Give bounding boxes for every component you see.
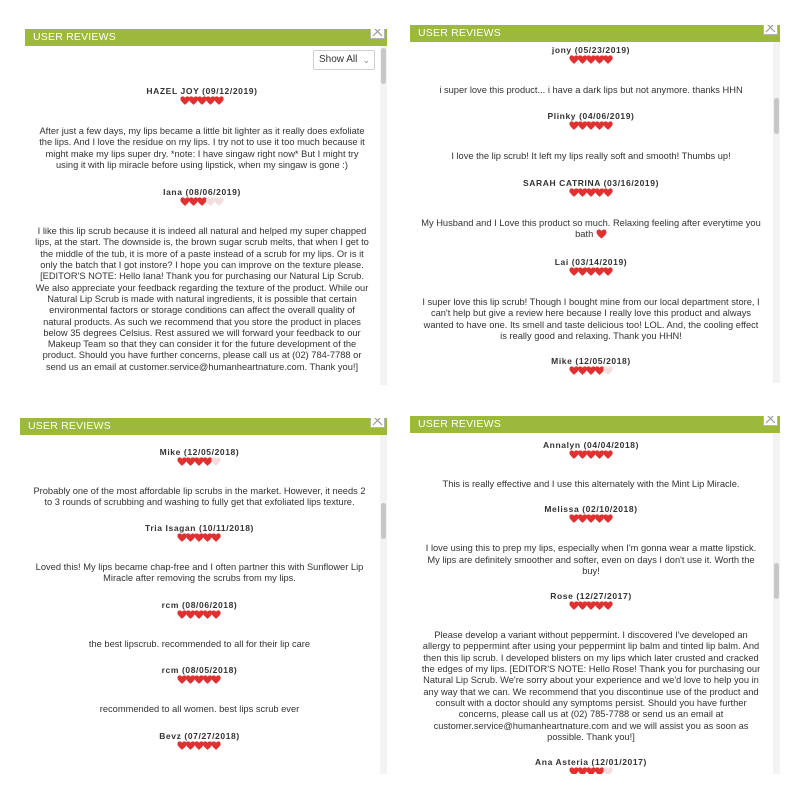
review-text (420, 218, 762, 243)
review-text: I love using this to prep my lips, especially when I'm gonna wear a matte lipstick. My lips are definitely smoother and softer, even on days I don't use it. Worth the buy! (425, 543, 757, 576)
heart-filled-icon (603, 122, 612, 130)
review-item (410, 504, 772, 577)
reviewer-name: Annalyn (04/04/2018) (542, 440, 640, 450)
heart-filled-icon (186, 457, 195, 465)
heart-filled-icon (578, 515, 587, 523)
panel-title: USER REVIEWS (418, 27, 501, 39)
rating-hearts-svg (569, 450, 614, 460)
heart-filled-icon (586, 188, 595, 196)
review-text: I like this lip scrub because it is indeed all natural and helped my super chapped lips, at the start. The downside is, the brown sugar scrub melts, that when I get to the middle of the tub, it is more of a paste instead of a scrub for my lips. Or is it only the batch that I got instore? I hope you can improve on the texture please. [EDITOR'S NOTE: Hello Iana! Thank you for purchasing our Natural Lip Scrub. We also appreciate your feedback regarding the texture of the product. While our Natural Lip Scrub is made with natural ingredients, it is possible that certain environmental factors or storage conditions can affect the overall quality of natural products. As such we recommend that you store the product in places below 35 degrees Celsius. Rest assured we will forward your feedback to our Makeup Team so that they can consider it for the future development of the product. Should you have further concerns, please call us at (02) 784-7788 or send us an email at customer.service@humanheartnature.com. Thank you!] (35, 226, 369, 372)
heart-filled-icon (186, 533, 195, 541)
heart-filled-icon (595, 122, 604, 130)
reviews-panel-2 (410, 25, 780, 383)
heart-filled-icon (189, 198, 198, 206)
review-item (20, 447, 379, 509)
heart-filled-icon (586, 768, 595, 774)
heart-empty-icon (603, 768, 612, 774)
reviewer-name: rcm (08/06/2018) (161, 600, 238, 611)
heart-filled-icon (595, 515, 604, 523)
heart-filled-icon (206, 96, 215, 104)
heart-filled-icon (595, 268, 604, 276)
heart-filled-icon (603, 515, 612, 523)
reviewer-name: Rose (12/27/2017) (550, 591, 632, 602)
heart-filled-icon (197, 96, 206, 104)
heart-filled-icon (569, 268, 578, 276)
heart-empty-icon (212, 457, 221, 465)
heart-filled-icon (180, 96, 189, 104)
heart-filled-icon (586, 515, 595, 523)
scrollbar-thumb[interactable] (381, 503, 386, 539)
panel-header (25, 29, 387, 46)
reviewer-name: Melissa (02/10/2018) (544, 504, 638, 515)
panel-title: USER REVIEWS (33, 31, 116, 43)
close-icon (764, 25, 777, 34)
review-item (410, 178, 772, 243)
review-text: Loved this! My lips became chap-free and I often partner this with Sunflower Lip Miracle after removing the scrubs from my lips. (35, 561, 364, 583)
rating-hearts (420, 514, 762, 524)
rating-hearts (420, 121, 762, 131)
heart-filled-icon (578, 602, 587, 610)
panel-header (410, 416, 780, 433)
rating-hearts (35, 197, 369, 207)
review-list (410, 45, 772, 376)
review-item (20, 731, 379, 751)
heart-filled-icon (595, 450, 604, 458)
heart-filled-icon (586, 268, 595, 276)
rating-hearts (420, 601, 762, 611)
review-text: I super love this lip scrub! Though I bought mine from our local department store, I can't help but give a review here because I really love this product and always wanted to have one. Its smell and taste delicious too! LOL. And, the cooling effect is really good and relaxing. Thank you HHN! (422, 297, 760, 342)
heart-filled-icon (586, 450, 595, 458)
review-list (410, 440, 772, 774)
reviews-panel-3 (20, 418, 387, 774)
heart-filled-icon (569, 188, 578, 196)
rating-hearts (420, 366, 762, 376)
close-icon (371, 29, 384, 38)
heart-filled-icon (595, 188, 604, 196)
rating-hearts (420, 450, 762, 460)
rating-hearts (30, 741, 369, 751)
filter-selected-value: Show All (319, 54, 358, 65)
heart-filled-icon (195, 611, 204, 619)
review-item (410, 45, 772, 96)
heart-filled-icon (189, 96, 198, 104)
review-item (410, 757, 772, 774)
close-icon (371, 418, 384, 427)
heart-filled-icon (203, 533, 212, 541)
rating-hearts-svg (177, 533, 222, 543)
scrollbar[interactable] (773, 433, 780, 774)
heart-filled-icon (212, 741, 221, 749)
rating-hearts-svg (177, 741, 222, 751)
review-item (410, 591, 772, 743)
rating-hearts-svg (569, 267, 614, 277)
reviewer-name: Iana (08/06/2019) (163, 187, 241, 198)
review-list (25, 46, 379, 373)
reviewer-name: Ana Asteria (12/01/2017) (535, 757, 647, 768)
close-icon (764, 416, 777, 425)
heart-filled-icon (195, 533, 204, 541)
rating-hearts-svg (177, 610, 222, 620)
rating-hearts-svg (569, 121, 614, 131)
heart-empty-icon (603, 367, 612, 375)
close-button[interactable] (763, 25, 778, 35)
review-list (20, 447, 379, 751)
reviewer-name: Bevz (07/27/2018) (159, 730, 240, 741)
rating-hearts (30, 533, 369, 543)
heart-filled-icon (595, 768, 604, 774)
heart-filled-icon (214, 96, 223, 104)
reviewer-name: Lai (03/14/2019) (554, 257, 628, 268)
review-item (20, 665, 379, 715)
heart-filled-icon (603, 55, 612, 63)
review-item (410, 356, 772, 376)
heart-filled-icon (569, 122, 578, 130)
rating-hearts (420, 267, 762, 277)
rating-hearts (35, 96, 369, 106)
heart-filled-icon (586, 602, 595, 610)
heart-filled-icon (212, 611, 221, 619)
review-text: This is really effective and I use this alternately with the Mint Lip Miracle. (442, 479, 740, 489)
review-text: Probably one of the most affordable lip scrubs in the market. However, it needs 2 to 3 rounds of scrubbing and washing to fully get that exfoliated lips texture. (33, 486, 366, 508)
close-button[interactable] (763, 416, 778, 426)
heart-filled-icon (180, 198, 189, 206)
heart-filled-icon (595, 602, 604, 610)
heart-filled-icon (603, 602, 612, 610)
rating-hearts-svg (569, 767, 614, 774)
heart-filled-icon (578, 367, 587, 375)
rating-hearts (30, 675, 369, 685)
review-item (410, 257, 772, 342)
reviewer-name: rcm (08/05/2018) (161, 665, 238, 676)
rating-hearts (420, 55, 762, 65)
review-item (20, 523, 379, 585)
rating-hearts (30, 457, 369, 467)
heart-filled-icon (586, 55, 595, 63)
heart-filled-icon (569, 55, 578, 63)
heart-filled-icon (569, 450, 578, 458)
heart-filled-icon (586, 122, 595, 130)
heart-filled-icon (178, 457, 187, 465)
heart-filled-icon (195, 676, 204, 684)
reviews-panel-4 (410, 416, 780, 774)
heart-filled-icon (178, 533, 187, 541)
heart-filled-icon (178, 676, 187, 684)
heart-filled-icon (595, 367, 604, 375)
review-text: Please develop a variant without peppermint. I discovered I've developed an allergy to peppermint after using your peppermint lip balm and tinted lip balm. And then this lip scrub. I developed blisters on my lips which later crusted and cracked the edges of my lips. [EDITOR'S NOTE: Hello Rose! Thank you for purchasing our Natural Lip Scrub. We're sorry about your experience and we'd love to help you in any way that we can. We recommend that you discontinue use of the product and consult with a doctor should any symptoms persist. Should you have further concerns, please call us at (02) 785-7788 or send us an email at customer.service@humanheartnature.com and we will assist you as soon as possible. Thank you!] (421, 630, 761, 742)
rating-hearts (420, 188, 762, 198)
review-text: i super love this product... i have a dark lips but not anymore. thanks HHN (439, 85, 743, 95)
reviewer-name: Mike (12/05/2018) (551, 356, 631, 367)
heart-filled-icon (603, 450, 612, 458)
reviews-panel-1 (25, 29, 387, 385)
heart-filled-icon (203, 676, 212, 684)
heart-filled-icon (186, 676, 195, 684)
panel-header (20, 418, 387, 435)
heart-filled-icon (203, 457, 212, 465)
heart-filled-icon (578, 55, 587, 63)
rating-hearts-svg (569, 55, 614, 65)
review-item (25, 86, 379, 171)
heart-filled-icon (578, 450, 587, 458)
review-text: the best lipscrub. recommended to all for their lip care (88, 639, 311, 650)
rating-hearts-svg (180, 96, 225, 106)
close-button[interactable] (370, 418, 385, 428)
review-text-body: My Husband and I Love this product so much. Relaxing feeling after everytime you bath (421, 217, 761, 239)
rating-hearts-svg (569, 601, 614, 611)
scrollbar-thumb[interactable] (381, 48, 386, 84)
review-item (25, 187, 379, 373)
review-item (410, 440, 772, 490)
heart-filled-icon (595, 55, 604, 63)
rating-hearts (30, 610, 369, 620)
reviewer-name: Tria Isagan (10/11/2018) (145, 522, 254, 533)
heart-filled-icon (578, 188, 587, 196)
heart-filled-icon (569, 602, 578, 610)
rating-hearts-svg (569, 514, 614, 524)
heart-emoji-icon (596, 229, 607, 242)
rating-hearts-svg (569, 366, 614, 376)
rating-hearts-svg (180, 197, 225, 207)
reviewer-name: Mike (12/05/2018) (159, 447, 240, 457)
scrollbar[interactable] (380, 46, 387, 385)
heart-filled-icon (203, 741, 212, 749)
close-button[interactable] (370, 29, 385, 39)
heart-filled-icon (178, 611, 187, 619)
reviewer-name: SARAH CATRINA (03/16/2019) (522, 177, 660, 188)
scrollbar-thumb[interactable] (774, 563, 779, 599)
review-text: I love the lip scrub! It left my lips really soft and smooth! Thumbs up! (451, 151, 731, 162)
heart-filled-icon (569, 515, 578, 523)
filter-row (25, 46, 379, 72)
panel-title: USER REVIEWS (418, 418, 501, 430)
heart-filled-icon (195, 457, 204, 465)
reviewer-name: jony (05/23/2019) (551, 45, 631, 55)
heart-empty-icon (214, 198, 223, 206)
heart-filled-icon (578, 122, 587, 130)
rating-hearts-svg (569, 188, 614, 198)
chevron-down-icon: ⌄ (362, 55, 370, 65)
rating-hearts-svg (177, 457, 222, 467)
heart-filled-icon (212, 533, 221, 541)
heart-filled-icon (578, 268, 587, 276)
scrollbar-thumb[interactable] (774, 98, 779, 134)
heart-filled-icon (586, 367, 595, 375)
review-item (410, 111, 772, 162)
heart-filled-icon (186, 611, 195, 619)
rating-hearts (420, 767, 762, 774)
review-item (20, 600, 379, 650)
heart-filled-icon (569, 367, 578, 375)
heart-filled-icon (603, 188, 612, 196)
reviewer-name: HAZEL JOY (09/12/2019) (146, 86, 258, 96)
heart-filled-icon (569, 768, 578, 774)
rating-hearts-svg (177, 675, 222, 685)
panel-title: USER REVIEWS (28, 420, 111, 432)
heart-filled-icon (186, 741, 195, 749)
review-text: After just a few days, my lips became a little bit lighter as it really does exfoliate the lips. And I love the residue on my lips. I try not to use it too much because it might make my lips super dry. *note: I have singaw right now* But I might try using it with lip miracle before using lipstick, when my singaw is gone :) (39, 126, 365, 170)
reviewer-name: Plinky (04/06/2019) (547, 111, 635, 122)
scrollbar[interactable] (773, 42, 780, 383)
heart-filled-icon (178, 741, 187, 749)
heart-filled-icon (203, 611, 212, 619)
filter-select[interactable] (313, 50, 375, 70)
heart-filled-icon (578, 768, 587, 774)
heart-empty-icon (206, 198, 215, 206)
panel-header (410, 25, 780, 42)
heart-filled-icon (603, 268, 612, 276)
heart-filled-icon (197, 198, 206, 206)
heart-filled-icon (212, 676, 221, 684)
review-text: recommended to all women. best lips scrub ever (99, 704, 300, 715)
heart-filled-icon (195, 741, 204, 749)
scrollbar[interactable] (380, 435, 387, 774)
